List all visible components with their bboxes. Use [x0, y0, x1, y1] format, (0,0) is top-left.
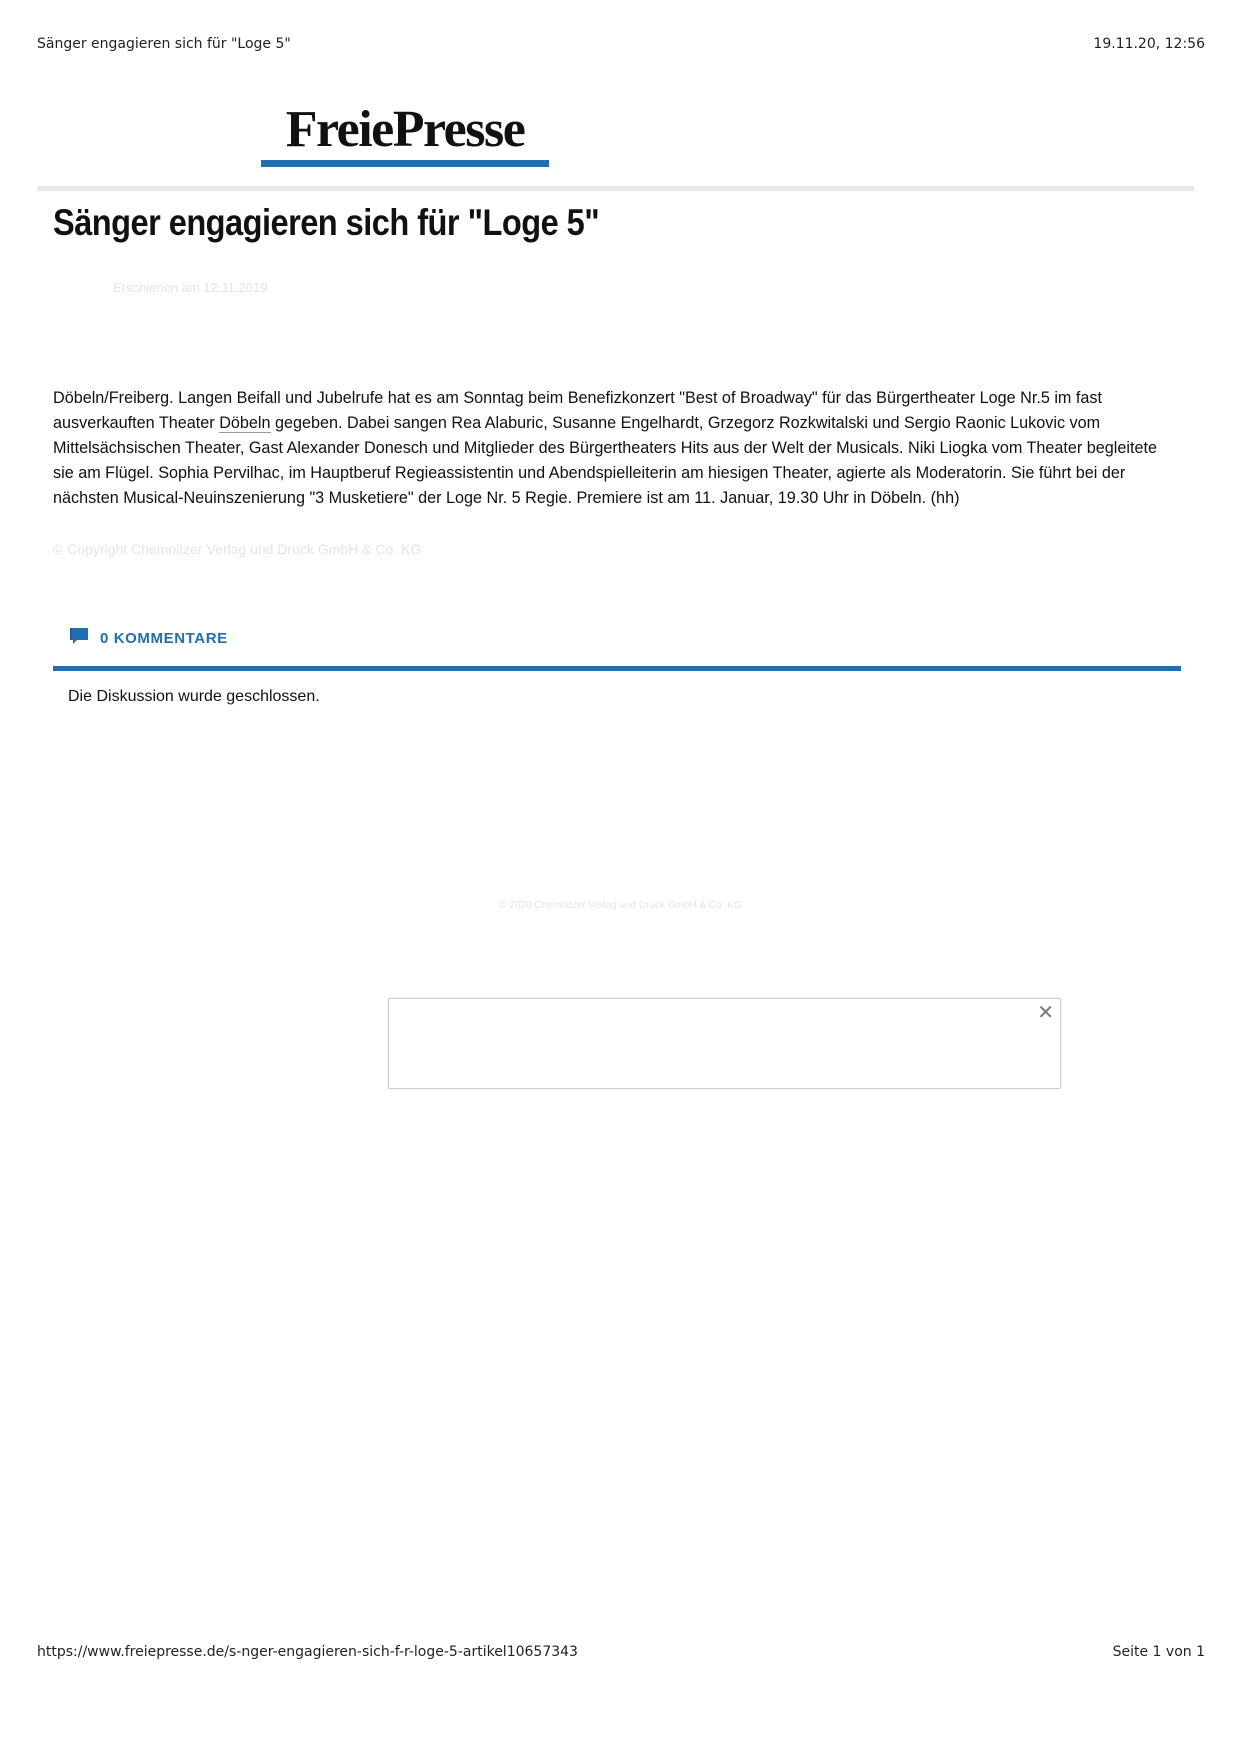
article-link-doebeln[interactable]: Döbeln: [219, 414, 271, 432]
comments-closed-message: Die Diskussion wurde geschlossen.: [68, 688, 320, 705]
print-header-title: Sänger engagieren sich für "Loge 5": [37, 36, 291, 52]
freie-presse-logo[interactable]: [261, 101, 549, 168]
print-header: [37, 36, 1205, 52]
article-copyright: © Copyright Chemnitzer Verlag und Druck GmbH & Co. KG: [53, 541, 422, 557]
print-footer-page-number: Seite 1 von 1: [1112, 1644, 1205, 1660]
article-headline: Sänger engagieren sich für "Loge 5": [53, 202, 600, 243]
page-footer-copyright: © 2020 Chemnitzer Verlag und Druck GmbH & Co. KG: [499, 900, 742, 911]
logo-wordmark: FreiePresse: [285, 101, 525, 158]
comments-count-label: 0 KOMMENTARE: [100, 630, 228, 647]
comments-header[interactable]: [68, 626, 228, 651]
print-header-datetime: 19.11.20, 12:56: [1093, 36, 1205, 52]
overlay-banner: [388, 998, 1061, 1089]
comments-divider: [53, 666, 1181, 671]
print-footer-url: https://www.freiepresse.de/s-nger-engagieren-sich-f-r-loge-5-artikel10657343: [37, 1644, 578, 1660]
close-icon[interactable]: ✕: [1037, 1002, 1054, 1024]
comment-bubble-icon: [68, 626, 90, 651]
article-body-text-start: Döbeln/Freiberg. Langen Beifall und Jubelrufe hat es am Sonntag beim Benefizkonzert "Best of Broadway" für das Bürgertheater Loge Nr.5 im fast ausverkauften Theater: [53, 389, 1102, 432]
print-footer: [37, 1644, 1205, 1660]
article-body: [53, 386, 1181, 511]
article-date: Erschienen am 12.11.2019: [113, 280, 268, 295]
logo-underline: [261, 160, 549, 167]
header-divider: [37, 186, 1194, 191]
article-body-text-end: gegeben. Dabei sangen Rea Alaburic, Susanne Engelhardt, Grzegorz Rozkwitalski und Sergio Raonic Lukovic vom Mittelsächsischen Theater, Gast Alexander Donesch und Mitglieder des Bürgertheaters Hits aus der Welt der Musicals. Niki Liogka vom Theater begleitete sie am Flügel. Sophia Pervilhac, im Hauptberuf Regieassistentin und Abendspielleiterin am hiesigen Theater, agierte als Moderatorin. Sie führt bei der nächsten Musical-Neuinszenierung "3 Musketiere" der Loge Nr. 5 Regie. Premiere ist am 11. Januar, 19.30 Uhr in Döbeln. (hh): [53, 414, 1157, 507]
